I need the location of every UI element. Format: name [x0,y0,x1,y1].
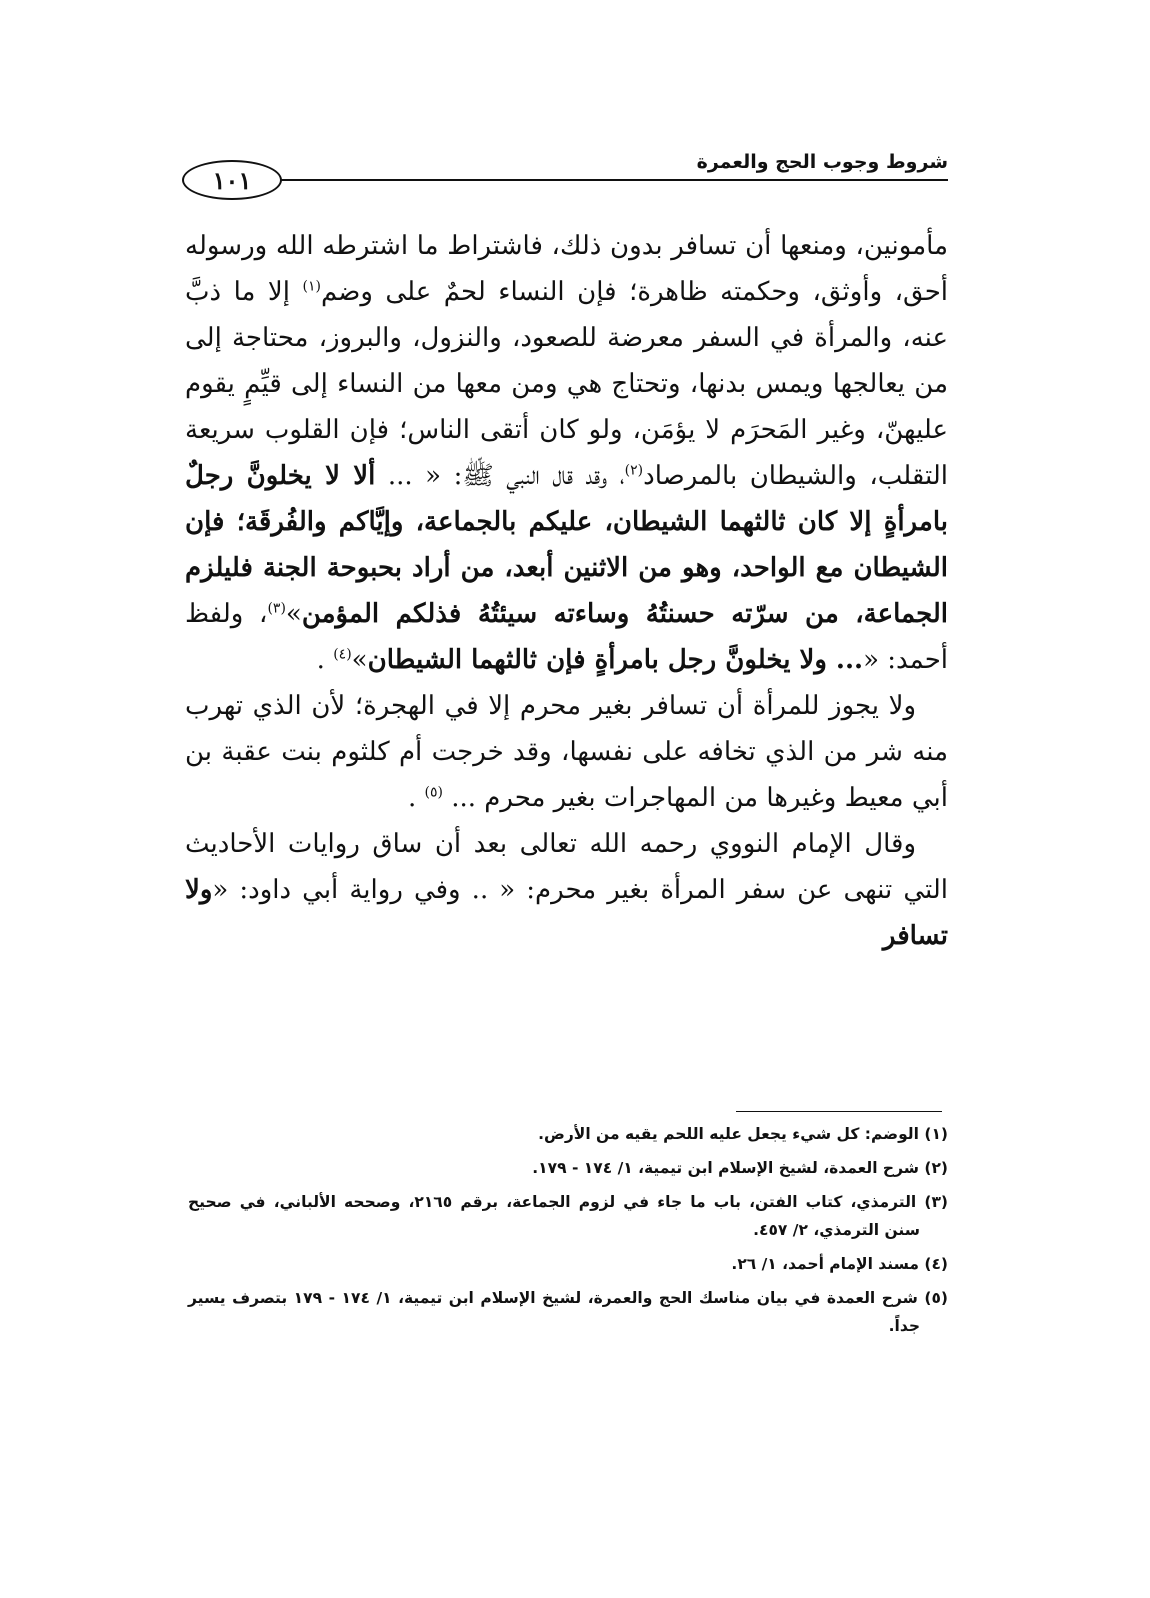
page-number: ١٠١ [182,160,282,200]
chapter-title: شروط وجوب الحج والعمرة [696,151,948,173]
text-run: ، ولفظ أحمد: « [185,599,948,675]
hadith-quote: ولا تسافر [185,875,948,951]
text-run: إلا ما ذبَّ عنه، والمرأة في السفر معرضة للصعود، والنزول، والبروز، محتاجة إلى من يعالجها ويمس بدنها، وتحتاج هي ومن معها من النساء إلى قيِّمٍ يقوم عليهنّ، وغير المَحرَم لا يؤمَن، ولو كان أتقى الناس؛ فإن القلوب سريعة التقلب، والشيطان بالمرصاد [185,277,948,491]
header-rule [277,179,948,181]
main-text [185,223,948,1108]
footnote-marker-4[interactable]: (٤) [333,646,352,663]
footnote-marker-5[interactable]: (٥) [424,784,443,801]
footnote-3: (٣) الترمذي، كتاب الفتن، باب ما جاء في لزوم الجماعة، برقم ٢١٦٥، وصححه الألباني، في صحيح سنن الترمذي، ٢/ ٤٥٧. [188,1193,948,1239]
footnote-5: (٥) شرح العمدة في بيان مناسك الحج والعمرة، لشيخ الإسلام ابن تيمية، ١/ ١٧٤ - ١٧٩ بتصرف يسير جداً. [188,1289,948,1335]
footnote-marker-2[interactable]: (٢) [624,462,644,479]
paragraph-2 [185,683,948,821]
footnotes [188,1120,948,1346]
paragraph-1 [185,223,948,683]
footnote-1: (١) الوضم: كل شيء يجعل عليه اللحم يقيه من الأرض. [538,1125,948,1143]
text-run: » [351,645,368,675]
footnote-separator [736,1111,942,1112]
text-run: ، وقد قال النبي ﷺ: « ... [375,461,625,491]
page-header [182,150,948,210]
footnote-marker-1[interactable]: (١) [302,278,321,295]
hadith-quote: ألا لا يخلونَّ رجلٌ بامرأةٍ إلا كان ثالثهما الشيطان، عليكم بالجماعة، وإيَّاكم والفُرقَة؛ فإن الشيطان مع الواحد، وهو من الاثنين أبعد، من أراد بحبوحة الجنة فليلزم الجماعة، من سرّته حسنتُهُ وساءته سيئتُهُ فذلكم المؤمن [185,461,948,629]
text-run: مأمونين، ومنعها أن تسافر بدون ذلك، فاشتراط ما اشترطه الله ورسوله أحق، وأوثق، وحكمته ظاهرة؛ فإن النساء لحمٌ على وضم [185,231,949,307]
hadith-quote: ... ولا يخلونَّ رجل بامرأةٍ فإن ثالثهما الشيطان [367,645,864,675]
text-run: وقال الإمام النووي رحمه الله تعالى بعد أن ساق روايات الأحاديث التي تنهى عن سفر المرأة بغير محرم: « .. وفي رواية أبي داود: « [185,829,948,905]
text-run: ولا يجوز للمرأة أن تسافر بغير محرم إلا في الهجرة؛ لأن الذي تهرب منه شر من الذي تخافه على نفسها، وقد خرجت أم كلثوم بنت عقبة بن أبي معيط وغيرها من المهاجرات بغير محرم ... [185,691,948,813]
text-run: . [316,645,334,675]
text-run: » [285,599,302,629]
footnote-4: (٤) مسند الإمام أحمد، ١/ ٢٦. [731,1255,948,1273]
text-run: . [407,783,425,813]
footnote-2: (٢) شرح العمدة، لشيخ الإسلام ابن تيمية، ١/ ١٧٤ - ١٧٩. [532,1159,948,1177]
paragraph-3 [185,821,948,959]
footnote-marker-3[interactable]: (٣) [267,600,286,617]
